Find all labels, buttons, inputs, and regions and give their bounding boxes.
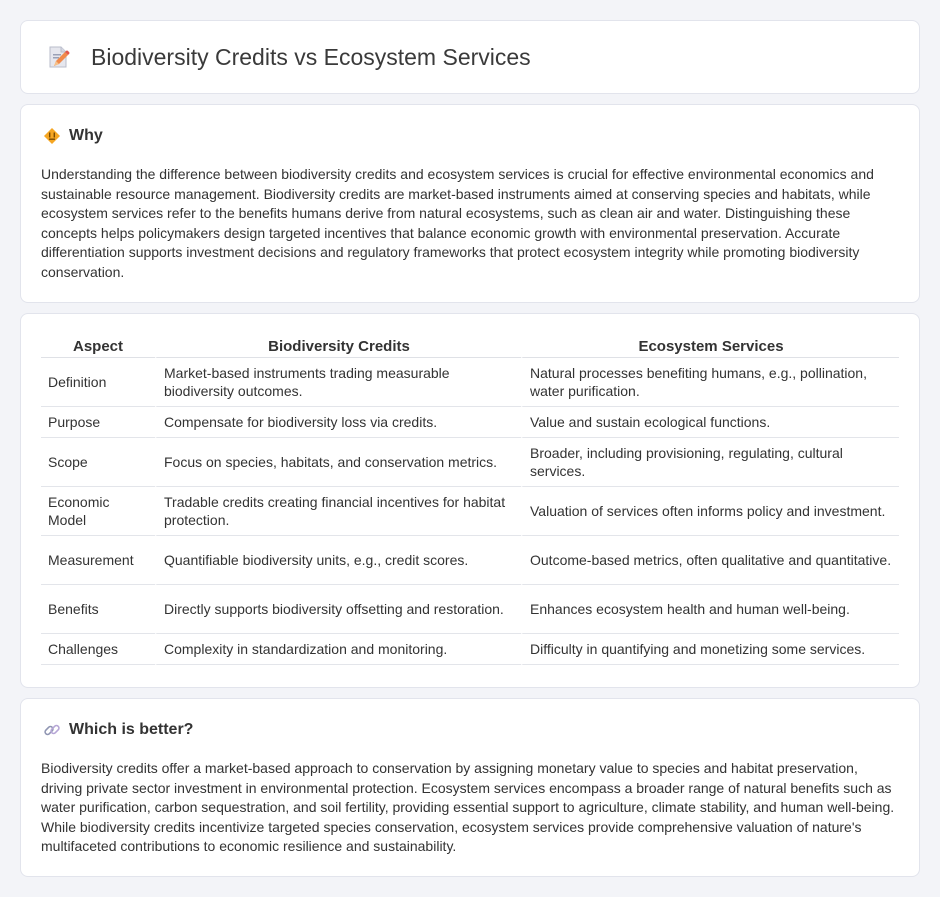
biodiversity-cell: Tradable credits creating financial incentives for habitat protection. [155,487,521,536]
why-heading: Why [69,127,103,144]
ecosystem-cell: Broader, including provisioning, regulating, cultural services. [521,438,899,487]
title-card [20,20,920,94]
aspect-cell: Economic Model [41,487,155,536]
ecosystem-cell: Difficulty in quantifying and monetizing some services. [521,634,899,665]
table-row [41,407,899,438]
aspect-cell: Purpose [41,407,155,438]
aspect-cell: Challenges [41,634,155,665]
which-is-better-text: Biodiversity credits offer a market-based approach to conservation by assigning monetary value to species and habitat preservation, driving private sector investment in environmental protection. Ecosystem services encompass a broader range of natural benefits such as water purification, carbon sequestration, and soil fertility, providing essential support to agriculture, climate stability, and human well-being. While biodiversity credits incentivize targeted species conservation, ecosystem services provide comprehensive valuation of nature's multifaceted contributions to economic resilience and sustainability. [41,760,895,854]
why-card [20,104,920,303]
table-row [41,358,899,407]
aspect-cell: Definition [41,358,155,407]
biodiversity-cell: Compensate for biodiversity loss via credits. [155,407,521,438]
ecosystem-cell: Outcome-based metrics, often qualitative and quantitative. [521,536,899,585]
aspect-cell: Benefits [41,585,155,634]
biodiversity-cell: Quantifiable biodiversity units, e.g., credit scores. [155,536,521,585]
which-is-better-heading: Which is better? [69,721,194,738]
header-ecosystem-services: Ecosystem Services [521,334,899,358]
table-row [41,438,899,487]
ecosystem-cell: Valuation of services often informs policy and investment. [521,487,899,536]
biodiversity-cell: Focus on species, habitats, and conservation metrics. [155,438,521,487]
comparison-table [41,334,899,665]
header-biodiversity-credits: Biodiversity Credits [155,334,521,358]
link-icon [43,721,61,739]
table-row [41,487,899,536]
aspect-cell: Measurement [41,536,155,585]
diamond-warning-icon [43,127,61,145]
ecosystem-cell: Value and sustain ecological functions. [521,407,899,438]
why-text: Understanding the difference between biodiversity credits and ecosystem services is crucial for effective environmental economics and sustainable resource management. Biodiversity credits are market-based instruments aimed at conserving species and habitats, while ecosystem services refer to the benefits humans derive from natural ecosystems, such as clean air and water. Distinguishing these concepts helps policymakers design targeted incentives that balance economic growth with environmental preservation. Accurate differentiation supports investment decisions and regulatory frameworks that protect ecosystem integrity while promoting biodiversity conservation. [41,166,874,280]
page-title: Biodiversity Credits vs Ecosystem Services [91,43,531,70]
ecosystem-cell: Enhances ecosystem health and human well-being. [521,585,899,634]
header-aspect: Aspect [41,334,155,358]
table-row [41,634,899,665]
aspect-cell: Scope [41,438,155,487]
document-pencil-icon [45,44,71,70]
biodiversity-cell: Directly supports biodiversity offsetting and restoration. [155,585,521,634]
biodiversity-cell: Complexity in standardization and monitoring. [155,634,521,665]
table-row [41,585,899,634]
table-row [41,536,899,585]
table-header-row [41,334,899,358]
ecosystem-cell: Natural processes benefiting humans, e.g., pollination, water purification. [521,358,899,407]
comparison-card [20,313,920,688]
biodiversity-cell: Market-based instruments trading measurable biodiversity outcomes. [155,358,521,407]
which-is-better-card [20,698,920,877]
